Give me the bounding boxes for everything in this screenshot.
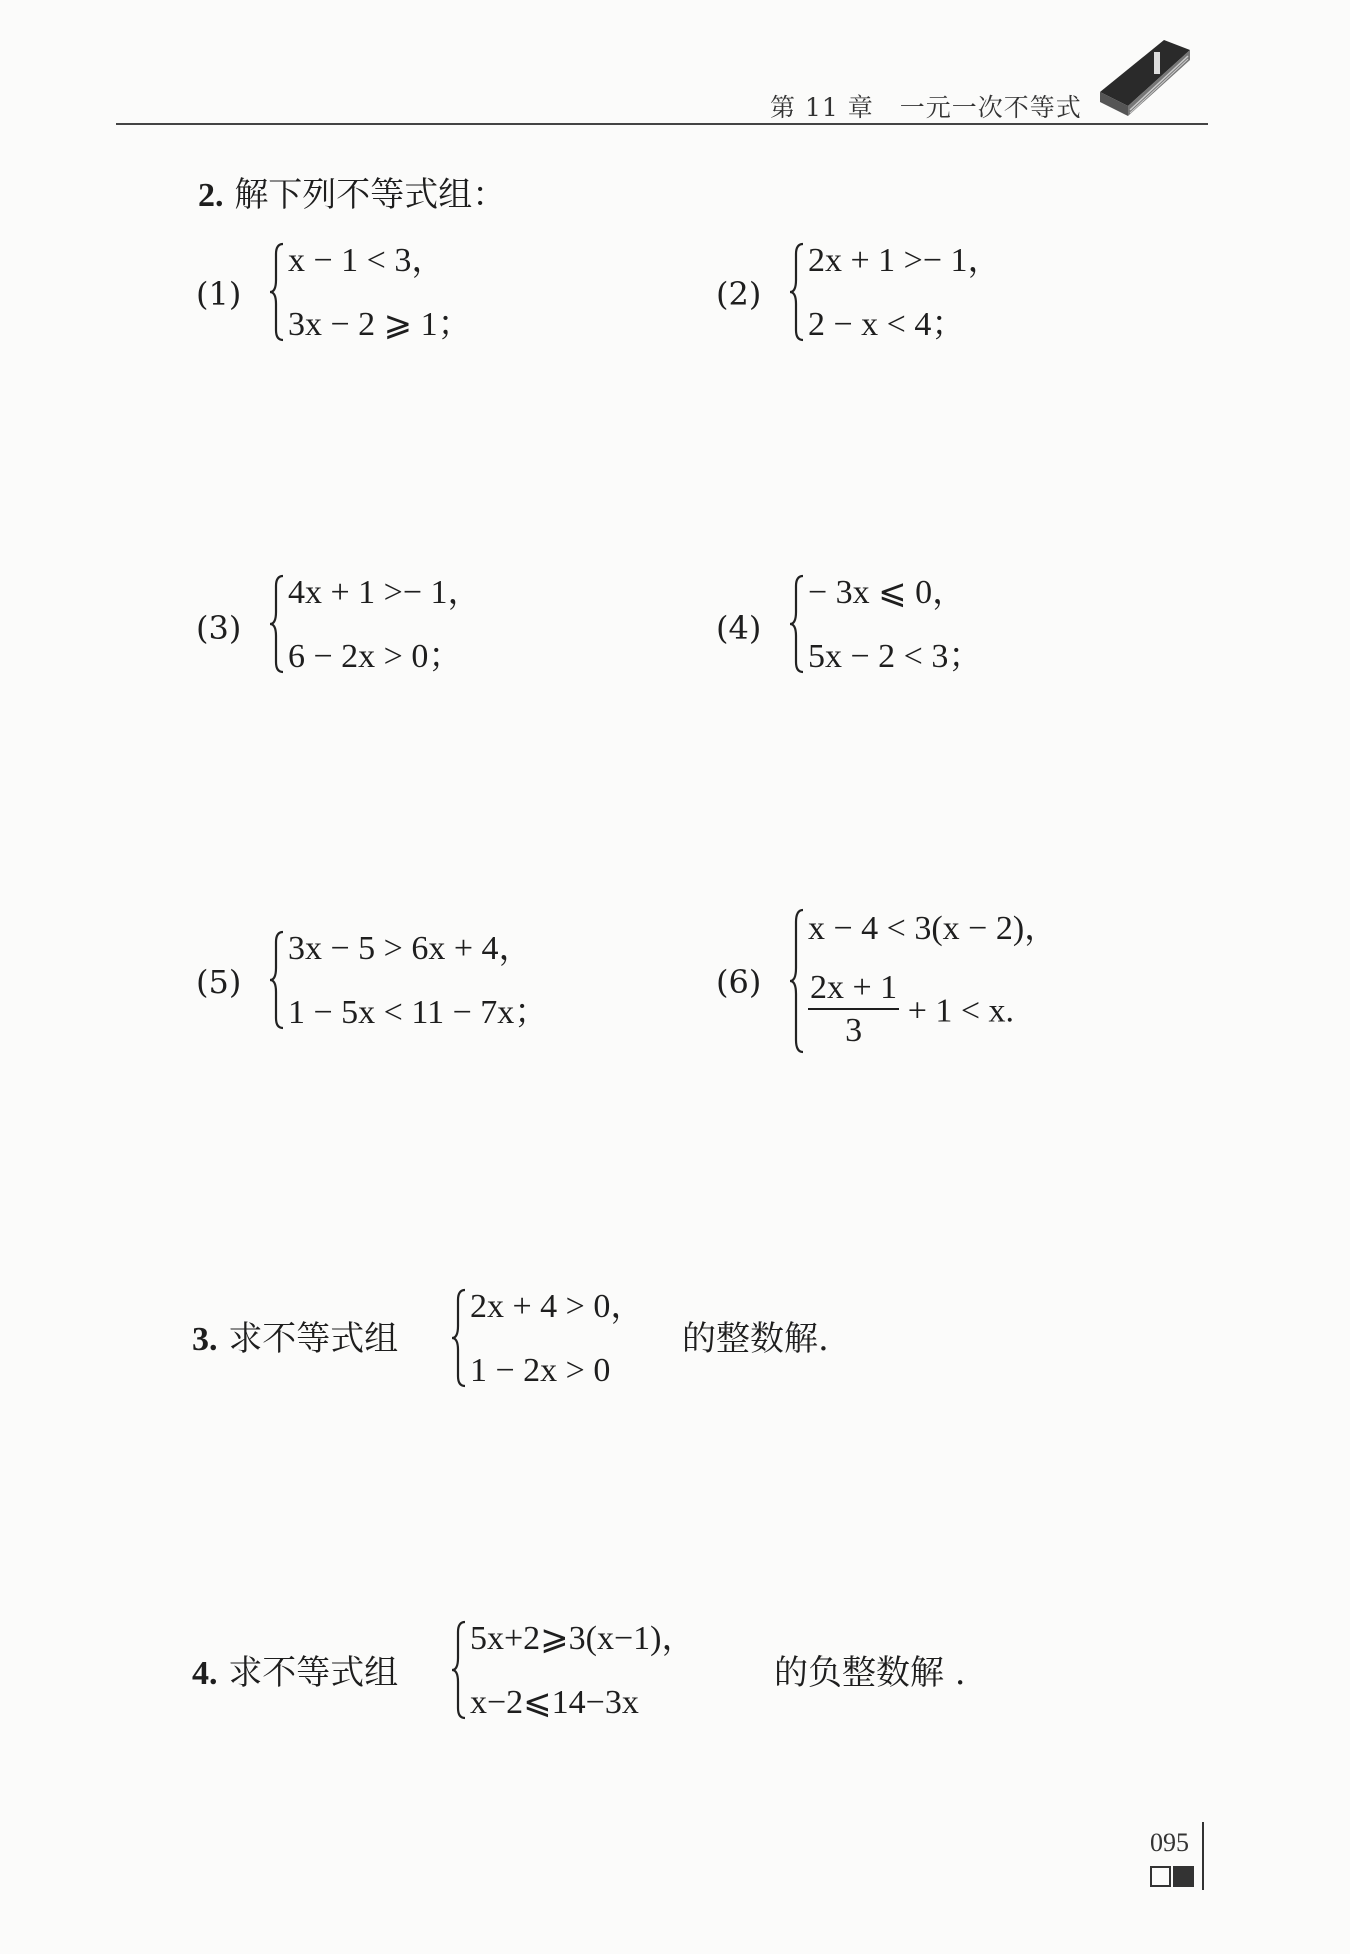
left-brace xyxy=(450,1620,470,1720)
part-4-line1: − 3x ⩽ 0， xyxy=(808,574,967,611)
problem-4-heading xyxy=(192,1653,399,1693)
left-brace xyxy=(788,574,808,674)
part-1-line1: x − 1 < 3， xyxy=(288,242,446,279)
problem-3-line2: 1 − 2x > 0 xyxy=(470,1352,611,1389)
part-1-line2: 3x − 2 ⩾ 1； xyxy=(288,306,472,343)
problem-4-line1: 5x+2⩾3(x−1)， xyxy=(470,1620,696,1657)
left-brace xyxy=(268,242,288,342)
fraction-denominator: 3 xyxy=(845,1011,863,1049)
part-6-line1: x − 4 < 3(x − 2)， xyxy=(808,910,1059,947)
problem-4-number: 4. xyxy=(192,1655,218,1692)
fraction xyxy=(808,970,899,1049)
left-brace xyxy=(788,242,808,342)
left-brace xyxy=(450,1288,470,1388)
problem-3-line1: 2x + 4 > 0， xyxy=(470,1288,645,1325)
problem-4-line2: x−2⩽14−3x xyxy=(470,1684,639,1721)
problem-2-heading xyxy=(198,175,507,215)
problem-3-heading xyxy=(192,1319,399,1359)
part-2-line1: 2x + 1 >− 1， xyxy=(808,242,1002,279)
part-5-label: (5) xyxy=(196,963,242,1001)
part-2-line2: 2 − x < 4； xyxy=(808,306,966,343)
page-marker xyxy=(1150,1866,1196,1887)
part-2-label: (2) xyxy=(716,275,762,313)
part-1-label: (1) xyxy=(196,275,242,313)
part-3-label: (3) xyxy=(196,609,242,647)
fraction-numerator: 2x + 1 xyxy=(808,970,899,1010)
left-brace xyxy=(788,908,808,1054)
problem-3-number: 3. xyxy=(192,1321,218,1358)
part-5-line1: 3x − 5 > 6x + 4， xyxy=(288,930,533,967)
header-rule xyxy=(116,123,1208,125)
problem-4-suffix: 的负整数解 . xyxy=(774,1653,966,1693)
chapter-header: 第 11 章 一元一次不等式 xyxy=(770,93,1082,122)
problem-3-suffix: 的整数解. xyxy=(682,1319,829,1359)
empty-square-icon xyxy=(1150,1866,1171,1887)
problem-2-prompt: 解下列不等式组： xyxy=(234,175,507,215)
part-4-label: (4) xyxy=(716,609,762,647)
part-6-label: (6) xyxy=(716,963,762,1001)
part-4-line2: 5x − 2 < 3； xyxy=(808,638,983,675)
page-number-rule xyxy=(1202,1822,1204,1890)
part-5-line2: 1 − 5x < 11 − 7x； xyxy=(288,994,549,1031)
part-6-line2 xyxy=(808,969,1015,1053)
problem-4-prompt: 求不等式组 xyxy=(228,1653,399,1693)
filled-square-icon xyxy=(1173,1866,1194,1887)
book-icon xyxy=(1094,22,1194,122)
left-brace xyxy=(268,574,288,674)
problem-3-prompt: 求不等式组 xyxy=(228,1319,399,1359)
part-3-line1: 4x + 1 >− 1， xyxy=(288,574,482,611)
problem-2-number: 2. xyxy=(198,177,224,214)
page-number: 095 xyxy=(1150,1828,1189,1857)
left-brace xyxy=(268,930,288,1030)
part-3-line2: 6 − 2x > 0； xyxy=(288,638,463,675)
part-6-line2-rest: + 1 < x. xyxy=(899,992,1015,1030)
